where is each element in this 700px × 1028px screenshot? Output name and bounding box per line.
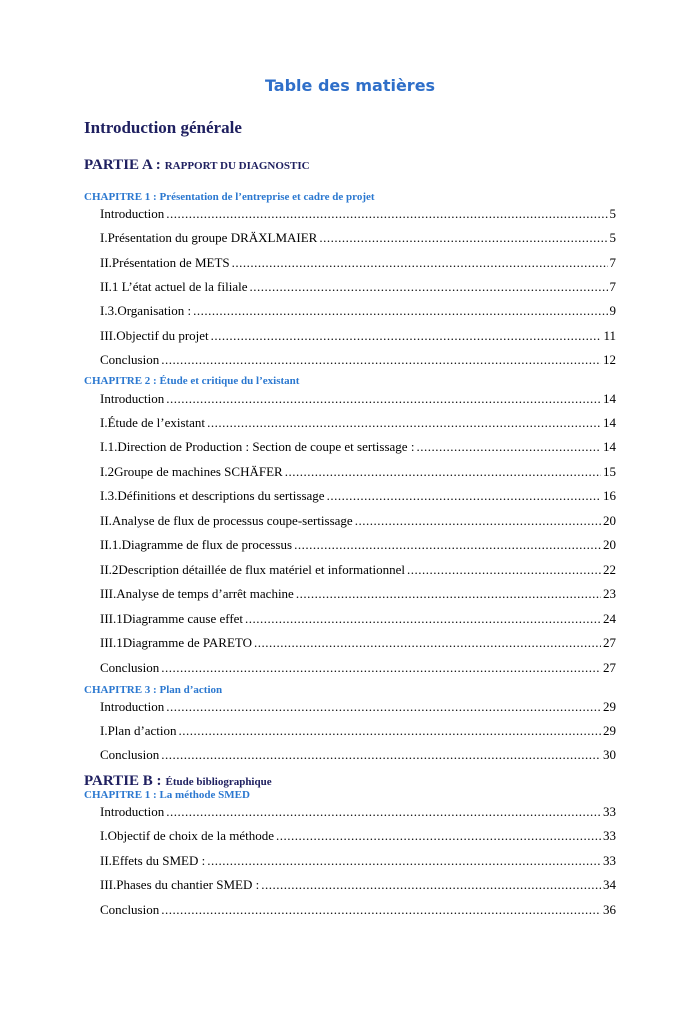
toc-entry[interactable] bbox=[100, 876, 616, 894]
dot-leader bbox=[211, 327, 602, 345]
toc-entry-page: 15 bbox=[603, 464, 616, 479]
toc-entry-label: Conclusion bbox=[100, 660, 160, 675]
toc-entry-label: I.Étude de l’existant bbox=[100, 415, 206, 430]
toc-entry-label: Conclusion bbox=[100, 902, 160, 917]
toc-entry-page: 20 bbox=[603, 537, 616, 552]
toc-entry[interactable] bbox=[100, 852, 616, 870]
toc-entry-label: Introduction bbox=[100, 206, 165, 221]
dot-leader bbox=[166, 205, 607, 223]
toc-entry-page: 16 bbox=[603, 488, 616, 503]
partie-a-heading bbox=[84, 156, 310, 174]
dot-leader bbox=[294, 536, 601, 554]
toc-entry[interactable] bbox=[100, 803, 616, 821]
chapitre-a2-heading: CHAPITRE 2 : Étude et critique du l’existant bbox=[84, 375, 300, 387]
toc-entry-page: 24 bbox=[603, 611, 616, 626]
dot-leader bbox=[207, 852, 601, 870]
dot-leader bbox=[416, 438, 601, 456]
toc-entry[interactable] bbox=[100, 634, 616, 652]
toc-entry-page: 14 bbox=[603, 439, 616, 454]
toc-entry-page: 14 bbox=[603, 391, 616, 406]
toc-entry-page: 7 bbox=[609, 279, 616, 294]
toc-entry-label: I.2Groupe de machines SCHÄFER bbox=[100, 464, 283, 479]
toc-entry-label: Conclusion bbox=[100, 747, 160, 762]
dot-leader bbox=[207, 414, 601, 432]
toc-entry-label: II.2Description détaillée de flux matériel et informationnel bbox=[100, 562, 406, 577]
toc-entry-label: Conclusion bbox=[100, 352, 160, 367]
toc-entry[interactable] bbox=[100, 698, 616, 716]
dot-leader bbox=[161, 901, 601, 919]
dot-leader bbox=[355, 512, 601, 530]
toc-entry[interactable] bbox=[100, 278, 616, 296]
dot-leader bbox=[276, 827, 601, 845]
toc-entry-label: Introduction bbox=[100, 804, 165, 819]
dot-leader bbox=[407, 561, 601, 579]
dot-leader bbox=[161, 746, 601, 764]
toc-entry-page: 29 bbox=[603, 723, 616, 738]
toc-entry-page: 22 bbox=[603, 562, 616, 577]
dot-leader bbox=[254, 634, 601, 652]
toc-entry[interactable] bbox=[100, 659, 616, 677]
toc-entry-page: 20 bbox=[603, 513, 616, 528]
toc-entry-label: II.Effets du SMED : bbox=[100, 853, 206, 868]
toc-entry[interactable] bbox=[100, 414, 616, 432]
toc-entry-page: 5 bbox=[609, 230, 616, 245]
toc-entry-label: Introduction bbox=[100, 699, 165, 714]
toc-entry[interactable] bbox=[100, 610, 616, 628]
toc-entry-page: 29 bbox=[603, 699, 616, 714]
dot-leader bbox=[261, 876, 601, 894]
dot-leader bbox=[327, 487, 601, 505]
dot-leader bbox=[319, 229, 607, 247]
dot-leader bbox=[250, 278, 608, 296]
toc-entry[interactable] bbox=[100, 229, 616, 247]
toc-entry-label: I.1.Direction de Production : Section de coupe et sertissage : bbox=[100, 439, 415, 454]
toc-entry[interactable] bbox=[100, 512, 616, 530]
dot-leader bbox=[232, 254, 608, 272]
partie-b-title: Étude bibliographique bbox=[165, 776, 272, 788]
toc-entry-label: I.3.Organisation : bbox=[100, 303, 192, 318]
partie-b-prefix: PARTIE B : bbox=[84, 773, 162, 789]
toc-entry-label: II.1.Diagramme de flux de processus bbox=[100, 537, 293, 552]
toc-entry-label: II.1 L’état actuel de la filiale bbox=[100, 279, 248, 294]
dot-leader bbox=[193, 302, 607, 320]
dot-leader bbox=[245, 610, 601, 628]
toc-entry-label: II.Présentation de METS bbox=[100, 255, 230, 270]
toc-entry-label: Introduction bbox=[100, 391, 165, 406]
partie-a-prefix: PARTIE A : bbox=[84, 157, 161, 173]
toc-entry-label: I.3.Définitions et descriptions du sertissage bbox=[100, 488, 325, 503]
chapitre-a1-heading: CHAPITRE 1 : Présentation de l’entreprise et cadre de projet bbox=[84, 191, 375, 203]
toc-entry-label: III.Phases du chantier SMED : bbox=[100, 877, 260, 892]
toc-entry[interactable] bbox=[100, 746, 616, 764]
dot-leader bbox=[296, 585, 601, 603]
toc-entry-label: I.Objectif de choix de la méthode bbox=[100, 828, 274, 843]
toc-entry[interactable] bbox=[100, 302, 616, 320]
toc-entry-label: I.Plan d’action bbox=[100, 723, 177, 738]
toc-entry[interactable] bbox=[100, 390, 616, 408]
chapitre-b1-heading: CHAPITRE 1 : La méthode SMED bbox=[84, 789, 250, 801]
toc-entry-page: 27 bbox=[603, 660, 616, 675]
toc-entry-page: 33 bbox=[603, 804, 616, 819]
toc-entry[interactable] bbox=[100, 536, 616, 554]
dot-leader bbox=[166, 698, 601, 716]
toc-entry[interactable] bbox=[100, 463, 616, 481]
toc-entry-page: 30 bbox=[603, 747, 616, 762]
toc-entry[interactable] bbox=[100, 561, 616, 579]
dot-leader bbox=[161, 659, 601, 677]
toc-entry-page: 34 bbox=[603, 877, 616, 892]
toc-entry-page: 12 bbox=[603, 352, 616, 367]
toc-entry-label: I.Présentation du groupe DRÄXLMAIER bbox=[100, 230, 318, 245]
toc-entry[interactable] bbox=[100, 351, 616, 369]
partie-b-heading bbox=[84, 772, 272, 790]
toc-entry-page: 9 bbox=[609, 303, 616, 318]
toc-entry-label: II.Analyse de flux de processus coupe-sertissage bbox=[100, 513, 353, 528]
toc-entry-page: 33 bbox=[603, 828, 616, 843]
toc-entry[interactable] bbox=[100, 327, 616, 345]
toc-entry-label: III.1Diagramme de PARETO bbox=[100, 635, 253, 650]
dot-leader bbox=[166, 803, 601, 821]
toc-entry-page: 14 bbox=[603, 415, 616, 430]
chapitre-a3-heading: CHAPITRE 3 : Plan d’action bbox=[84, 684, 223, 696]
toc-entry-label: III.Objectif du projet bbox=[100, 328, 209, 343]
toc-entry-label: III.1Diagramme cause effet bbox=[100, 611, 244, 626]
dot-leader bbox=[285, 463, 601, 481]
partie-a-title: RAPPORT DU DIAGNOSTIC bbox=[164, 160, 310, 172]
toc-entry[interactable] bbox=[100, 205, 616, 223]
toc-entry-page: 7 bbox=[609, 255, 616, 270]
toc-entry[interactable] bbox=[100, 901, 616, 919]
dot-leader bbox=[161, 351, 601, 369]
dot-leader bbox=[166, 390, 601, 408]
toc-title: Table des matières bbox=[264, 76, 436, 95]
toc-entry[interactable] bbox=[100, 585, 616, 603]
toc-entry[interactable] bbox=[100, 438, 616, 456]
toc-entry-label: III.Analyse de temps d’arrêt machine bbox=[100, 586, 294, 601]
toc-entry-page: 23 bbox=[603, 586, 616, 601]
toc-entry-page: 33 bbox=[603, 853, 616, 868]
toc-entry[interactable] bbox=[100, 722, 616, 740]
toc-entry-page: 11 bbox=[603, 328, 616, 343]
dot-leader bbox=[179, 722, 601, 740]
intro-generale-heading: Introduction générale bbox=[84, 118, 242, 137]
toc-entry-page: 5 bbox=[609, 206, 616, 221]
toc-entry-page: 36 bbox=[603, 902, 616, 917]
toc-entry[interactable] bbox=[100, 487, 616, 505]
toc-entry-page: 27 bbox=[603, 635, 616, 650]
toc-entry[interactable] bbox=[100, 827, 616, 845]
toc-entry[interactable] bbox=[100, 254, 616, 272]
